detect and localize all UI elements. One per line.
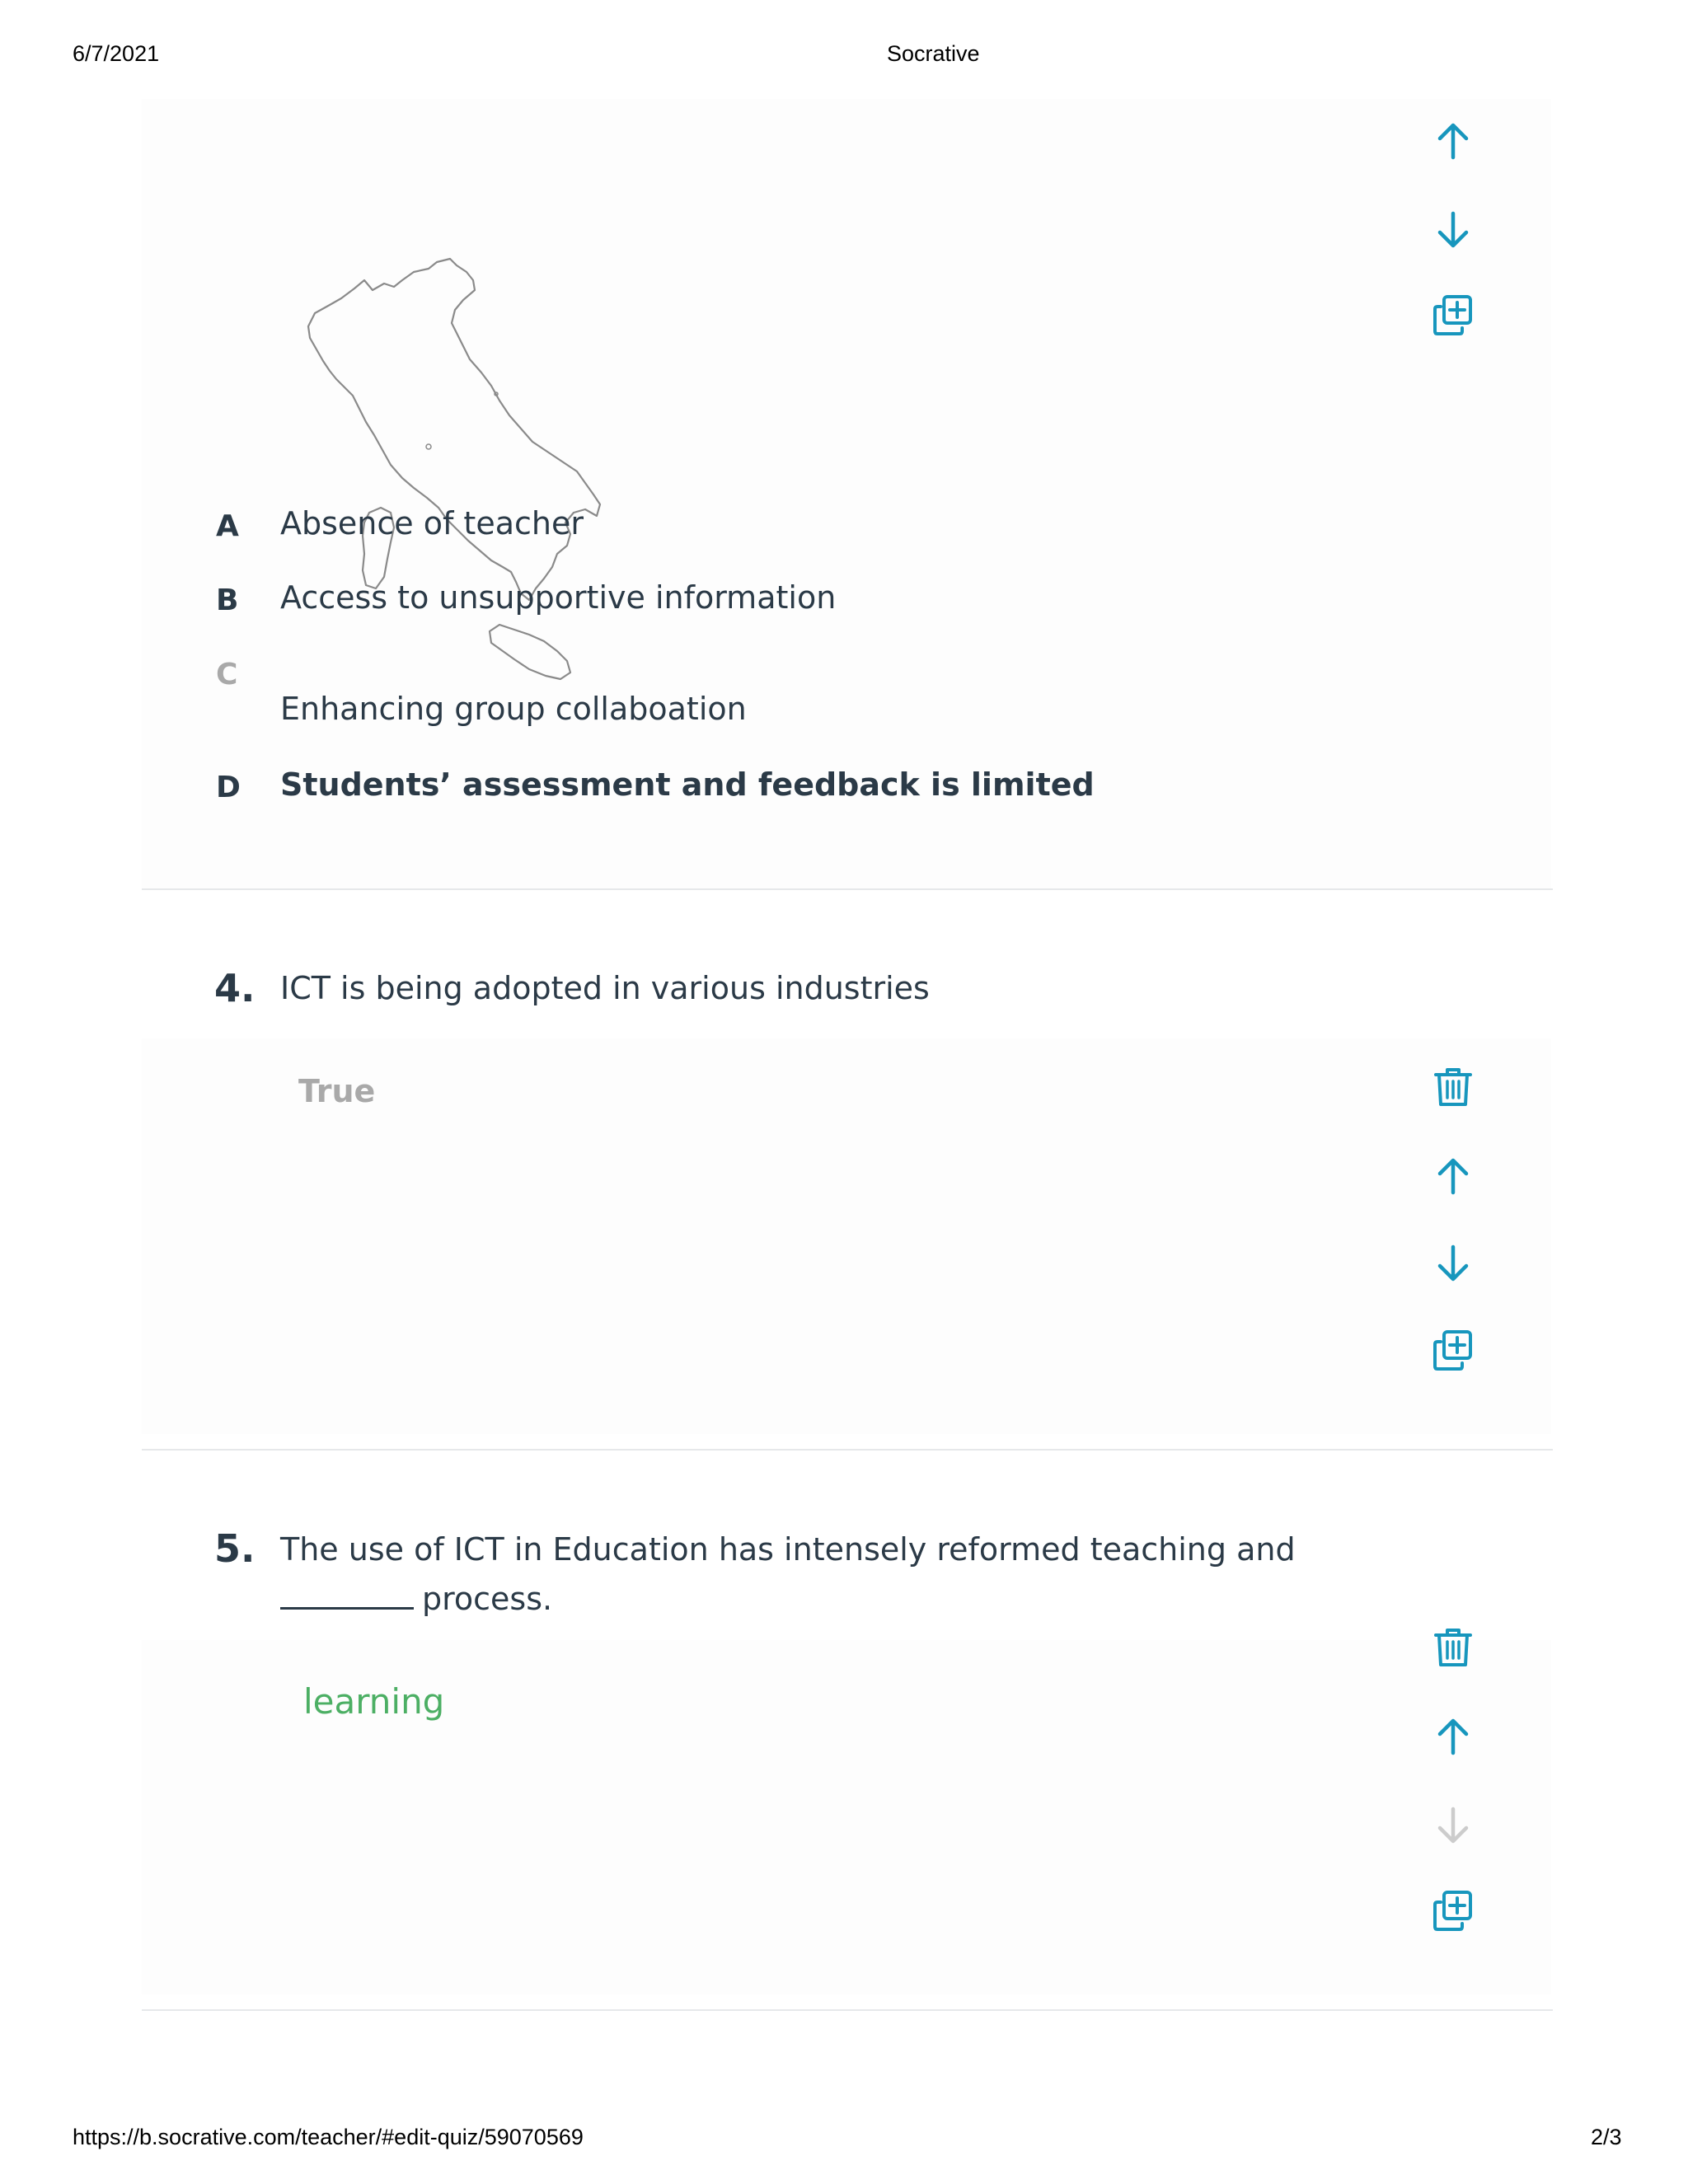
move-down-button[interactable]: [1431, 1241, 1475, 1286]
print-url: https://b.socrative.com/teacher/#edit-quiz/59070569: [73, 2125, 584, 2149]
answer-true: True: [298, 1073, 376, 1109]
arrow-down-icon: [1431, 1241, 1475, 1286]
question-number-4: 4.: [214, 966, 256, 1010]
arrow-up-icon: [1431, 119, 1475, 163]
italy-map-image: [305, 247, 701, 692]
option-letter-d: D: [216, 771, 241, 804]
option-letter-c: C: [216, 658, 238, 691]
print-title: Socrative: [887, 41, 980, 66]
question-text-5-line1: The use of ICT in Education has intensely reformed teaching and: [280, 1531, 1296, 1568]
trash-icon: [1431, 1065, 1475, 1109]
move-up-button[interactable]: [1431, 1154, 1475, 1198]
question-text-5: [280, 1525, 1393, 1624]
divider: [142, 888, 1553, 890]
option-text-c: Enhancing group collaboation: [280, 691, 747, 727]
option-letter-b: B: [216, 583, 239, 617]
page-number: 2/3: [1591, 2125, 1622, 2149]
duplicate-icon: [1431, 293, 1475, 338]
question-text-5-line2: process.: [422, 1581, 553, 1617]
arrow-down-icon: [1431, 208, 1475, 252]
divider: [142, 2009, 1553, 2011]
fill-in-blank: [280, 1577, 414, 1610]
question-number-5: 5.: [214, 1526, 256, 1571]
option-text-d-correct: Students’ assessment and feedback is limited: [280, 766, 1095, 803]
divider: [142, 1449, 1553, 1451]
move-down-button[interactable]: [1431, 208, 1475, 252]
delete-button[interactable]: [1431, 1625, 1475, 1670]
move-up-button[interactable]: [1431, 119, 1475, 163]
duplicate-icon: [1431, 1889, 1475, 1933]
answer-learning: learning: [303, 1681, 445, 1722]
option-text-b: Access to unsupportive information: [280, 579, 837, 616]
arrow-down-icon: [1431, 1803, 1475, 1848]
option-letter-a: A: [216, 509, 239, 543]
print-date: 6/7/2021: [73, 41, 160, 66]
duplicate-button[interactable]: [1431, 293, 1475, 338]
duplicate-button[interactable]: [1431, 1329, 1475, 1373]
move-down-button-disabled: [1431, 1803, 1475, 1848]
delete-button[interactable]: [1431, 1065, 1475, 1109]
duplicate-icon: [1431, 1329, 1475, 1373]
arrow-up-icon: [1431, 1154, 1475, 1198]
question-text-4: ICT is being adopted in various industries: [280, 970, 930, 1006]
option-text-a: Absence of teacher: [280, 505, 584, 541]
duplicate-button[interactable]: [1431, 1889, 1475, 1933]
trash-icon: [1431, 1625, 1475, 1670]
arrow-up-icon: [1431, 1714, 1475, 1759]
move-up-button[interactable]: [1431, 1714, 1475, 1759]
